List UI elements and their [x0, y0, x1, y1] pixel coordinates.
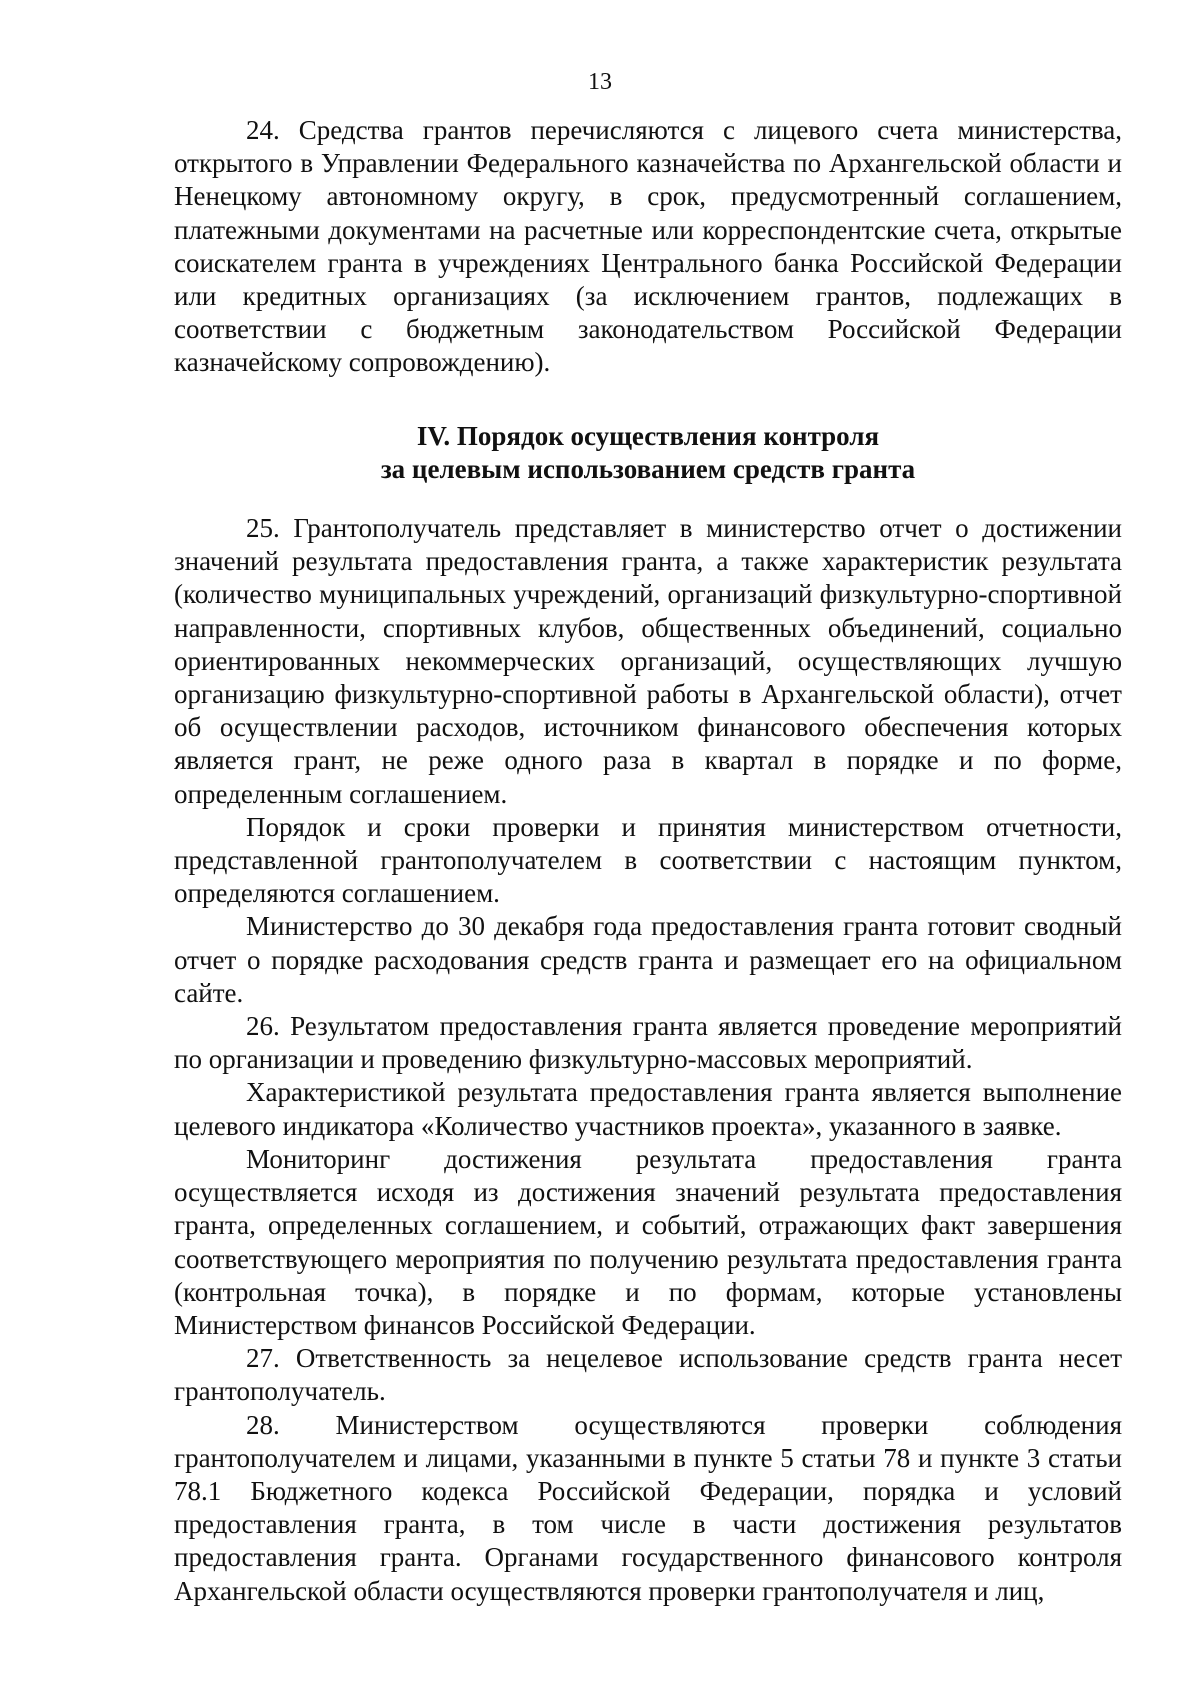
paragraph-summary-report: Министерство до 30 декабря года предоставления гранта готовит сводный отчет о порядке расходования средств гранта и размещает его на официальном сайте.: [174, 911, 1122, 1008]
paragraph-reporting-procedure: Порядок и сроки проверки и принятия министерством отчетности, представленной грантополучателем в соответствии с настоящим пунктом, определяются соглашением.: [174, 811, 1122, 909]
paragraph-24: 24. Средства грантов перечисляются с лицевого счета министерства, открытого в Управлении Федерального казначейства по Архангельской области и Ненецкому автономному округу, в срок, предусмотренный соглашением, платежными документами на расчетные или корреспондентские счета, открытые соискателем гранта в учреждениях Центрального банка Российской Федерации или кредитных организациях (за исключением грантов, подлежащих в соответствии с бюджетным законодательством Российской Федерации казначейскому сопровождению).: [174, 115, 1122, 378]
page-number: 13: [588, 69, 612, 95]
paragraph-25: 25. Грантополучатель представляет в министерство отчет о достижении значений результата предоставления гранта, а также характеристик результата (количество муниципальных учреждений, организаций физкультурно-спортивной направленности, спортивных клубов, общественных объединений, социально ориентированных некоммерческих организаций, осуществляющих лучшую организацию физкультурно-спортивной работы в Архангельской области), отчет об осуществлении расходов, источником финансового обеспечения которых является грант, не реже одного раза в квартал в порядке и по форме, определенным соглашением.: [174, 513, 1122, 809]
paragraph-result-characteristic: Характеристикой результата предоставления гранта является выполнение целевого индикатора «Количество участников проекта», указанного в заявке.: [174, 1077, 1122, 1141]
section-heading: [174, 420, 1122, 486]
section-heading-line-1: IV. Порядок осуществления контроля: [416, 420, 880, 451]
document-body: [174, 114, 1122, 1608]
paragraph-monitoring: Мониторинг достижения результата предоставления гранта осуществляется исходя из достижения значений результата предоставления гранта, определенных соглашением, и событий, отражающих факт завершения соответствующего мероприятия по получению результата предоставления гранта (контрольная точка), в порядке и по формам, которые установлены Министерством финансов Российской Федерации.: [174, 1143, 1122, 1340]
section-heading-line-2: за целевым использованием средств гранта: [380, 453, 916, 484]
paragraph-28: 28. Министерством осуществляются проверки соблюдения грантополучателем и лицами, указанными в пункте 5 статьи 78 и пункте 3 статьи 78.1 Бюджетного кодекса Российской Федерации, порядка и условий предоставления гранта, в том числе в части достижения результатов предоставления гранта. Органами государственного финансового контроля Архангельской области осуществляются проверки грантополучателя и лиц,: [174, 1409, 1122, 1606]
paragraph-27: 27. Ответственность за нецелевое использование средств гранта несет грантополучатель.: [174, 1343, 1122, 1407]
paragraph-26: 26. Результатом предоставления гранта является проведение мероприятий по организации и проведению физкультурно-массовых мероприятий.: [174, 1011, 1122, 1075]
